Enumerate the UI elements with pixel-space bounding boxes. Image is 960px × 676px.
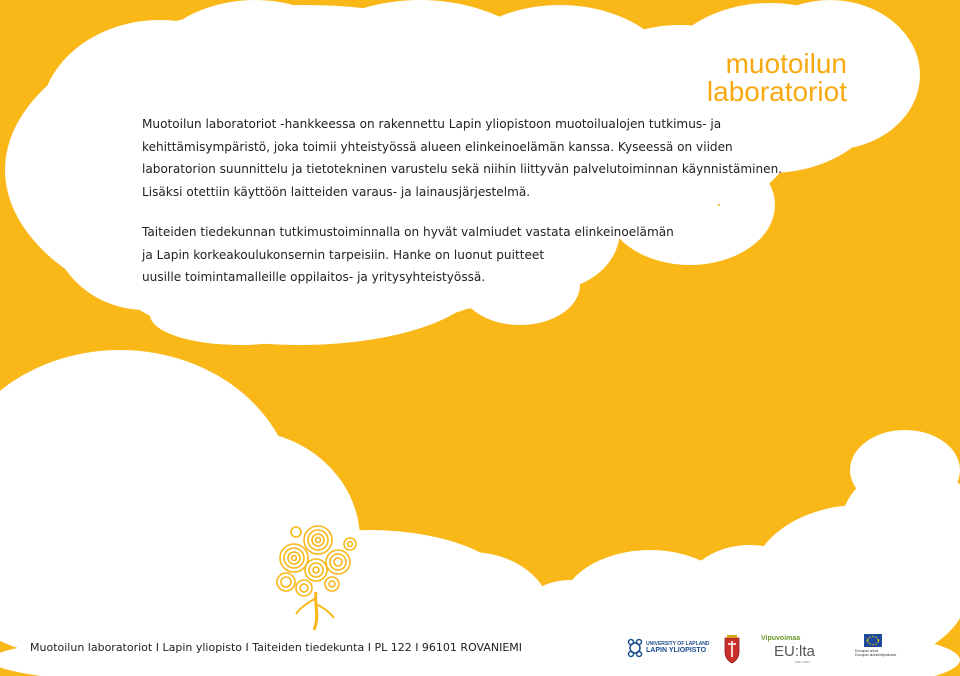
university-name-en: UNIVERSITY OF LAPLAND (646, 641, 710, 647)
eulta-years: 2007–2013 (795, 660, 811, 664)
vipuvoimaa-text: Vipuvoimaa (761, 635, 801, 642)
university-of-lapland-logo (629, 640, 710, 657)
eu-flag-line-1: Euroopan unioni (855, 649, 879, 653)
eu-flag-icon (855, 634, 897, 657)
decorative-dot (718, 204, 720, 206)
brand-title-line-1: muotoilun (725, 48, 847, 79)
intro-paragraph (142, 113, 782, 203)
intro-line: laboratorion suunnittelu ja tietotekninen varustelu sekä niihin liittyvän palvelutoiminnan käynnistäminen. (142, 162, 783, 176)
faculty-line: uusille toimintamalleille oppilaitos- ja yritysyhteistyössä. (142, 270, 486, 284)
vipuvoimaa-eulta-logo (761, 635, 816, 664)
website-url[interactable]: www.ulapland.fi/muotoilun_laboratoriot (30, 619, 279, 635)
university-name-fi: LAPIN YLIOPISTO (646, 647, 707, 654)
intro-line: kehittämisympäristö, joka toimii yhteistyössä alueen elinkeinoelämän kanssa. Kyseessä on viiden (142, 139, 733, 154)
spiral-tree-icon (266, 518, 366, 636)
faculty-line: Taiteiden tiedekunnan tutkimustoiminnalla on hyvät valmiudet vastata elinkeinoelämän (142, 225, 674, 239)
brand-title (707, 50, 847, 106)
eulta-text: EU:lta (774, 643, 815, 660)
eu-flag-line-2: Euroopan aluekehitysrahasto (855, 653, 897, 657)
contact-footer: Muotoilun laboratoriot I Lapin yliopisto I Taiteiden tiedekunta I PL 122 I 96101 ROVANIEMI (30, 641, 523, 654)
intro-line: Muotoilun laboratoriot -hankkeessa on rakennettu Lapin yliopistoon muotoilualojen tutkimus- ja (142, 117, 722, 131)
intro-line: Lisäksi otettiin käyttöön laitteiden varaus- ja lainausjärjestelmä. (142, 184, 531, 199)
brand-title-line-2: laboratoriot (706, 76, 847, 107)
faculty-paragraph (142, 221, 674, 289)
rovaniemi-coat-of-arms-icon (725, 635, 739, 663)
partner-logos (623, 630, 960, 676)
faculty-line: ja Lapin korkeakoulukonsernin tarpeisiin. Hanke on luonut puitteet (142, 247, 545, 262)
